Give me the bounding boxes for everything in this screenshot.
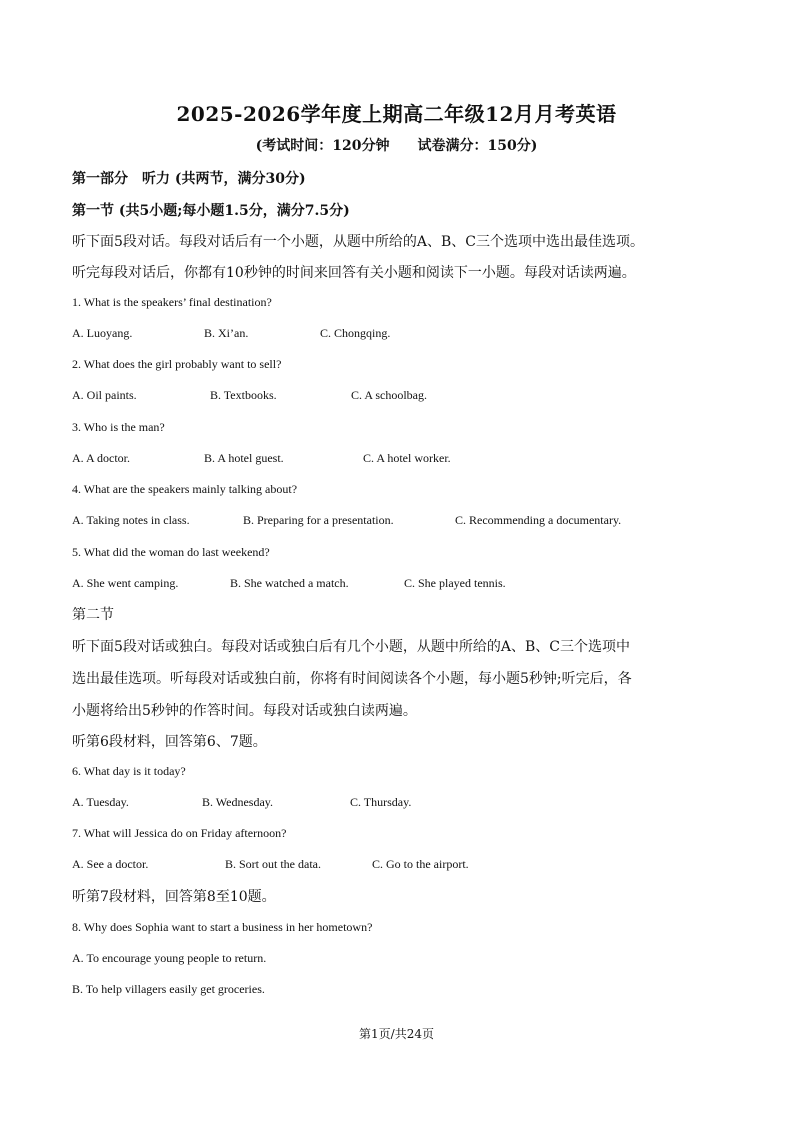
option-a: A. See a doctor. [72,857,149,871]
option-c: C. She played tennis. [404,576,506,590]
option-a: A. She went camping. [72,576,179,590]
material6-heading: 听第6段材料，回答第6、7题。 [72,734,267,750]
option-c: C. Recommending a documentary. [455,513,622,527]
option-a: A. Tuesday. [72,795,129,809]
question-stem: 2. What does the girl probably want to sell? [72,357,282,371]
option-c: C. Go to the airport. [372,857,469,871]
option-a: A. Taking notes in class. [72,513,190,527]
option-a: A. Luoyang. [72,326,133,340]
option-a: A. To encourage young people to return. [72,951,267,965]
page-number: 第1页/共24页 [359,1027,434,1041]
option-b: B. Sort out the data. [225,857,321,871]
exam-subtitle: (考试时间：120分钟 试卷满分：150分) [255,138,538,154]
option-a: A. Oil paints. [72,388,137,402]
option-b: B. Wednesday. [202,795,274,809]
section2-instruction-line3: 小题将给出5秒钟的作答时间。每段对话或独白读两遍。 [72,703,417,719]
section2-instruction-line2: 选出最佳选项。听每段对话或独白前，你将有时间阅读各个小题，每小题5秒钟;听完后，各 [72,671,632,687]
question-stem: 1. What is the speakers’ final destination? [72,295,272,309]
option-b: B. A hotel guest. [204,451,284,465]
option-b: B. She watched a match. [230,576,349,590]
section2-instruction-line1: 听下面5段对话或独白。每段对话或独白后有几个小题，从题中所给的A、B、C三个选项中 [72,639,631,655]
option-b: B. Xi’an. [204,326,249,340]
exam-title: 2025-2026学年度上期高二年级12月月考英语 [176,102,617,126]
option-b: B. Textbooks. [210,388,277,402]
part1-heading: 第一部分 听力 (共两节，满分30分) [72,171,306,187]
option-b: B. Preparing for a presentation. [243,513,394,527]
material7-heading: 听第7段材料，回答第8至10题。 [72,889,276,905]
option-c: C. Thursday. [350,795,412,809]
question-stem: 4. What are the speakers mainly talking about? [72,482,298,496]
question-stem: 3. Who is the man? [72,420,165,434]
option-c: C. A hotel worker. [363,451,451,465]
option-a: A. A doctor. [72,451,131,465]
question-stem: 6. What day is it today? [72,764,186,778]
question-stem: 7. What will Jessica do on Friday afternoon? [72,826,287,840]
section1-instruction-line1: 听下面5段对话。每段对话后有一个小题，从题中所给的A、B、C三个选项中选出最佳选项。 [72,234,645,250]
section1-instruction-line2: 听完每段对话后，你都有10秒钟的时间来回答有关小题和阅读下一小题。每段对话读两遍。 [72,265,636,281]
section2-heading: 第二节 [72,607,114,623]
option-c: C. A schoolbag. [351,388,428,402]
option-c: C. Chongqing. [320,326,391,340]
option-b: B. To help villagers easily get groceries. [72,982,265,996]
section1-heading: 第一节 (共5小题;每小题1.5分，满分7.5分) [72,203,350,219]
question-stem: 8. Why does Sophia want to start a business in her hometown? [72,920,373,934]
question-stem: 5. What did the woman do last weekend? [72,545,270,559]
